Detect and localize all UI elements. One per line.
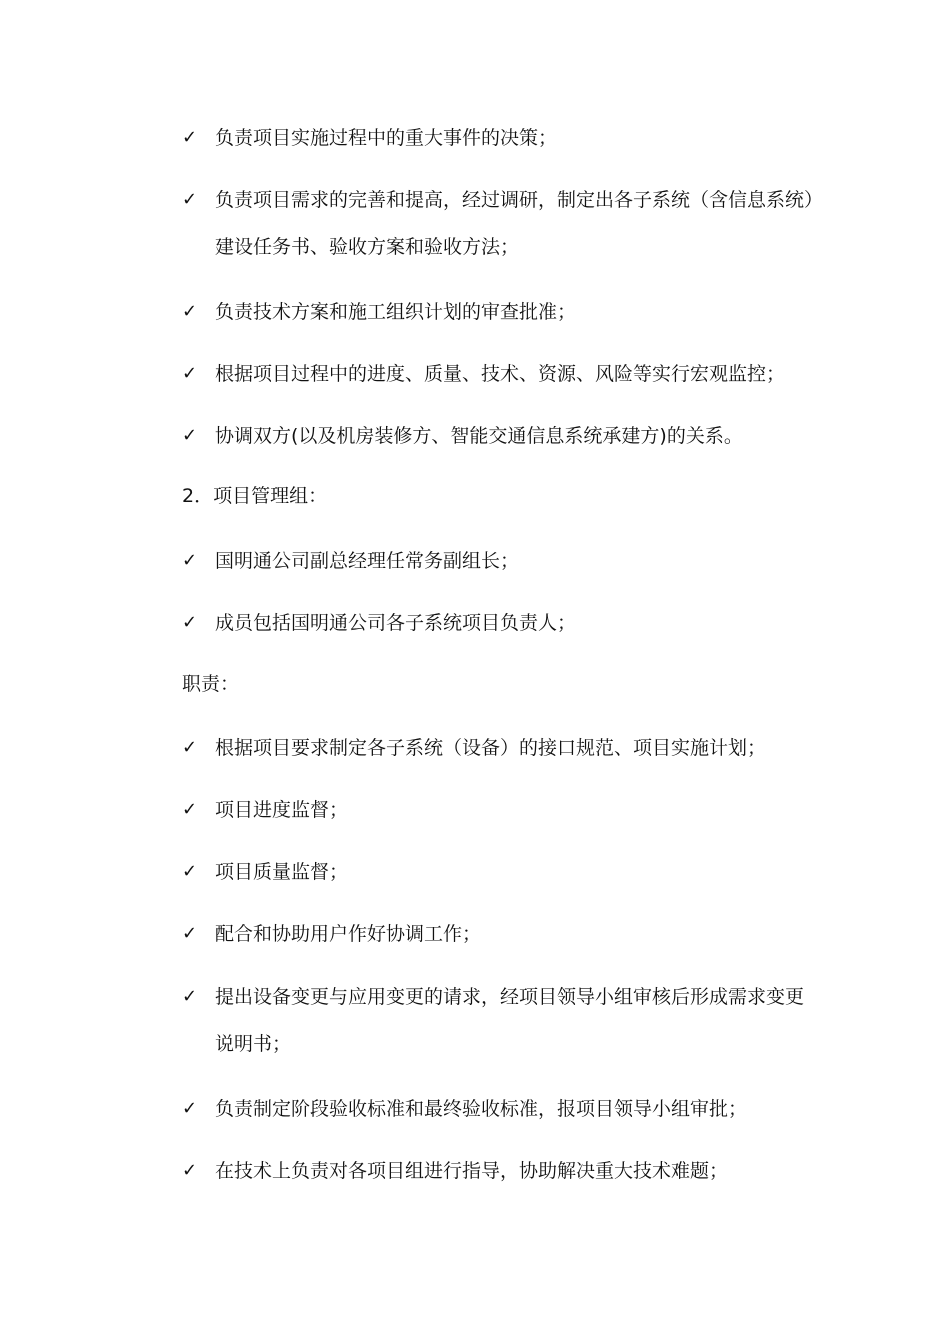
list-item bbox=[182, 115, 822, 162]
list-item-text: 项目进度监督； bbox=[215, 799, 349, 821]
checkmark-icon: ✓ bbox=[182, 737, 198, 758]
list-item-text: 负责项目需求的完善和提高，经过调研，制定出各子系统（含信息系统）建设任务书、验收方案和验收方法； bbox=[215, 189, 814, 258]
list-item bbox=[182, 600, 822, 647]
checkmark-icon: ✓ bbox=[182, 799, 198, 820]
section-heading: 2．项目管理组： bbox=[182, 485, 328, 507]
list-item bbox=[182, 1148, 822, 1195]
list-item bbox=[182, 787, 822, 834]
checkmark-icon: ✓ bbox=[182, 923, 198, 944]
list-item bbox=[182, 1086, 822, 1133]
list-item-text: 负责制定阶段验收标准和最终验收标准，报项目领导小组审批； bbox=[215, 1098, 748, 1120]
checkmark-icon: ✓ bbox=[182, 127, 198, 148]
list-item-text: 负责技术方案和施工组织计划的审查批准； bbox=[215, 301, 577, 323]
list-item-text: 根据项目要求制定各子系统（设备）的接口规范、项目实施计划； bbox=[215, 737, 767, 759]
checkmark-icon: ✓ bbox=[182, 612, 198, 633]
checkmark-icon: ✓ bbox=[182, 1160, 198, 1181]
list-item-text: 协调双方(以及机房装修方、智能交通信息系统承建方)的关系。 bbox=[215, 425, 743, 447]
checkmark-icon: ✓ bbox=[182, 363, 198, 384]
list-item bbox=[182, 413, 822, 460]
list-item bbox=[182, 725, 822, 772]
list-item-text: 配合和协助用户作好协调工作； bbox=[215, 923, 482, 945]
list-item-text: 在技术上负责对各项目组进行指导，协助解决重大技术难题； bbox=[215, 1160, 729, 1182]
list-item bbox=[182, 849, 822, 896]
checkmark-icon: ✓ bbox=[182, 861, 198, 882]
list-item-text: 提出设备变更与应用变更的请求，经项目领导小组审核后形成需求变更说明书； bbox=[215, 986, 805, 1055]
list-item bbox=[182, 177, 822, 271]
checkmark-icon: ✓ bbox=[182, 1098, 198, 1119]
checkmark-icon: ✓ bbox=[182, 189, 198, 210]
list-item-text: 成员包括国明通公司各子系统项目负责人； bbox=[215, 612, 577, 634]
list-item bbox=[182, 974, 822, 1068]
list-item-text: 根据项目过程中的进度、质量、技术、资源、风险等实行宏观监控； bbox=[215, 363, 786, 385]
list-item bbox=[182, 538, 822, 585]
checkmark-icon: ✓ bbox=[182, 425, 198, 446]
checkmark-icon: ✓ bbox=[182, 550, 198, 571]
section-heading: 职责： bbox=[182, 673, 240, 695]
list-item bbox=[182, 351, 822, 398]
list-item-text: 项目质量监督； bbox=[215, 861, 349, 883]
list-item bbox=[182, 911, 822, 958]
list-item-text: 负责项目实施过程中的重大事件的决策； bbox=[215, 127, 558, 149]
checkmark-icon: ✓ bbox=[182, 301, 198, 322]
list-item-text: 国明通公司副总经理任常务副组长； bbox=[215, 550, 520, 572]
checkmark-icon: ✓ bbox=[182, 986, 198, 1007]
list-item bbox=[182, 289, 822, 336]
